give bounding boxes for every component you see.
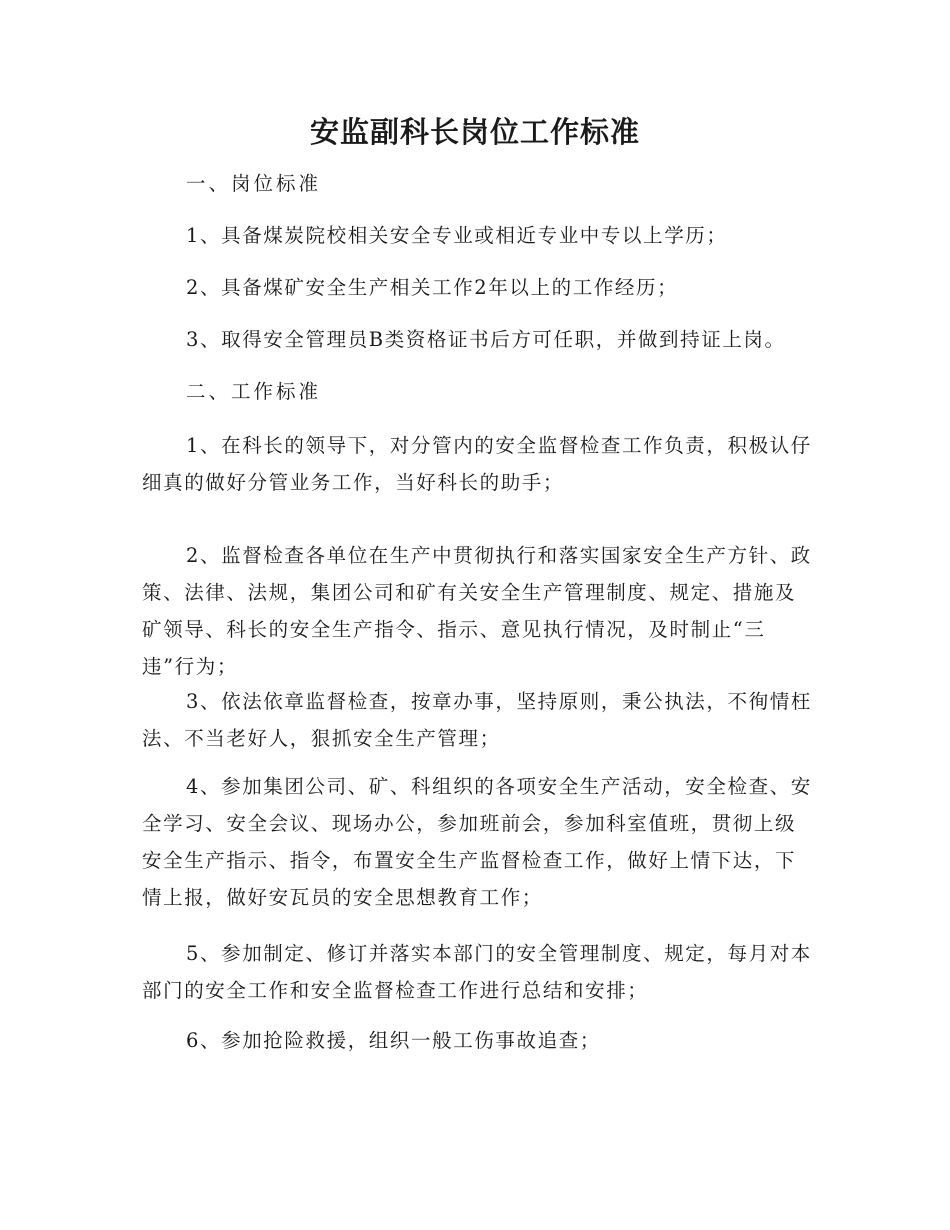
section-heading-position-standard: 一、岗位标准 xyxy=(186,172,322,195)
paragraph-item: 2、监督检查各单位在生产中贯彻执行和落实国家安全生产方针、政策、法律、法规，集团公司和矿有关安全生产管理制度、规定、措施及矿领导、科长的安全生产指令、指示、意见执行情况，及时制止“三违”行为； xyxy=(142,544,812,678)
paragraph-item: 1、具备煤炭院校相关安全专业或相近专业中专以上学历； xyxy=(186,224,728,247)
paragraph-item: 2、具备煤矿安全生产相关工作2年以上的工作经历； xyxy=(186,276,679,299)
paragraph-item: 6、参加抢险救援，组织一般工伤事故追查； xyxy=(186,1029,601,1052)
paragraph-item: 3、取得安全管理员B类资格证书后方可任职，并做到持证上岗。 xyxy=(186,328,786,351)
paragraph-item: 4、参加集团公司、矿、科组织的各项安全生产活动，安全检查、安全学习、安全会议、现场办公，参加班前会，参加科室值班，贯彻上级安全生产指示、指令，布置安全生产监督检查工作，做好上情下达，下情上报，做好安瓦员的安全思想教育工作； xyxy=(142,775,812,909)
paragraph-item: 1、在科长的领导下，对分管内的安全监督检查工作负责，积极认仔细真的做好分管业务工作，当好科长的助手； xyxy=(142,434,812,494)
paragraph-item: 5、参加制定、修订并落实本部门的安全管理制度、规定，每月对本部门的安全工作和安全监督检查工作进行总结和安排； xyxy=(142,942,812,1002)
document-title: 安监副科长岗位工作标准 xyxy=(309,115,640,149)
paragraph-item: 3、依法依章监督检查，按章办事，坚持原则，秉公执法，不徇情枉法、不当老好人，狠抓安全生产管理； xyxy=(142,690,812,750)
section-heading-work-standard: 二、工作标准 xyxy=(186,380,322,403)
